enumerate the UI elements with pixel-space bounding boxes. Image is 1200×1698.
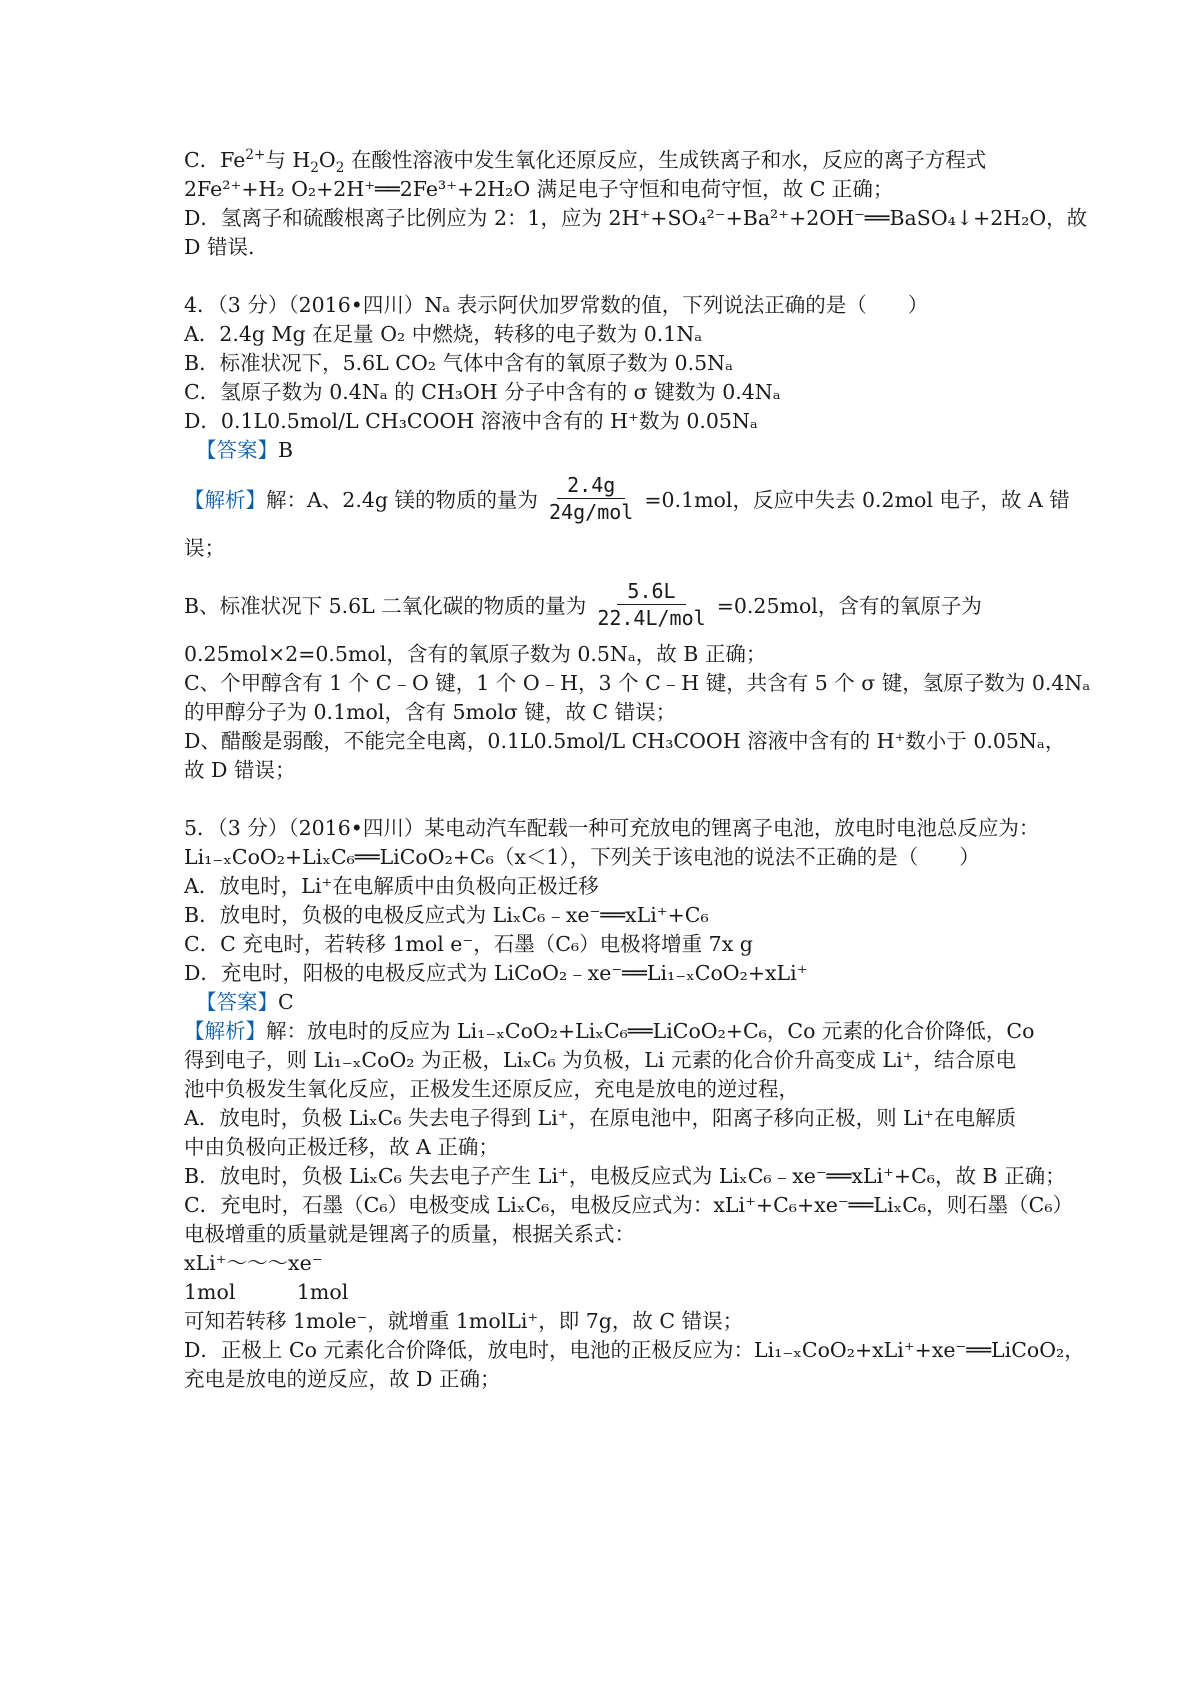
- q3-c-sub: 2: [310, 160, 319, 177]
- q5-analysis-text: 解：放电时的反应为 Li₁₋ₓCoO₂+LiₓC₆══LiCoO₂+C₆，Co 元素的化合价降低，Co: [266, 1019, 1035, 1043]
- q5-option-a: A．放电时，Li⁺在电解质中由负极向正极迁移: [184, 874, 599, 898]
- q4-option-a: A．2.4g Mg 在足量 O₂ 中燃烧，转移的电子数为 0.1Nₐ: [184, 322, 703, 346]
- q5-option-d: D．充电时，阳极的电极反应式为 LiCoO₂﹣xe⁻══Li₁₋ₓCoO₂+xLi⁺: [184, 961, 808, 985]
- q3-option-d-line2: D 错误.: [184, 235, 255, 259]
- q5-analysis-line: B．放电时，负极 LiₓC₆ 失去电子产生 Li⁺，电极反应式为 LiₓC₆﹣xe⁻══xLi⁺+C₆，故 B 正确；: [184, 1164, 1066, 1188]
- q5-analysis-line: 中由负极向正极迁移，故 A 正确；: [184, 1135, 499, 1159]
- q5-stem-line1: 5．（3 分）（2016•四川）某电动汽车配载一种可充放电的锂离子电池，放电时电池总反应为：: [184, 816, 1040, 840]
- q5-analysis-line: 电极增重的质量就是锂离子的质量，根据关系式：: [184, 1222, 635, 1246]
- q5-answer-value: C: [278, 990, 294, 1014]
- fraction-denominator: 22.4L/mol: [597, 605, 706, 630]
- q4-analysis-c-line2: 的甲醇分子为 0.1mol，含有 5molσ 键，故 C 错误；: [184, 700, 677, 724]
- q5-analysis-line: xLi⁺～～～xe⁻: [184, 1251, 323, 1275]
- q4-stem: 4．（3 分）（2016•四川）Nₐ 表示阿伏加罗常数的值，下列说法正确的是（ ）: [184, 293, 929, 317]
- q3-c-text-a: C．Fe: [184, 148, 246, 172]
- q4-analysis-a-line: [184, 465, 1070, 531]
- q4-analysis-b-post: =0.25mol，含有的氧原子为: [716, 594, 982, 618]
- q5-analysis-line: C．充电时，石墨（C₆）电极变成 LiₓC₆，电极反应式为：xLi⁺+C₆+xe⁻══LiₓC₆，则石墨（C₆）: [184, 1193, 1074, 1217]
- q4-analysis-b-line: [184, 571, 1034, 637]
- q5-analysis-tag: 【解析】: [184, 1019, 266, 1043]
- q4-analysis-d-line1: D、醋酸是弱酸，不能完全电离，0.1L0.5mol/L CH₃COOH 溶液中含有的 H⁺数小于 0.05Nₐ，: [184, 729, 1066, 753]
- q4-analysis-a-pre: 解：A、2.4g 镁的物质的量为: [266, 488, 539, 512]
- fraction-denominator: 24g/mol: [549, 499, 634, 524]
- q5-option-b: B．放电时，负极的电极反应式为 LiₓC₆﹣xe⁻══xLi⁺+C₆: [184, 903, 709, 927]
- q5-analysis-line: 可知若转移 1mole⁻，就增重 1molLi⁺，即 7g，故 C 错误；: [184, 1309, 744, 1333]
- fraction-numerator: 5.6L: [617, 579, 685, 605]
- q5-analysis-line: 得到电子，则 Li₁₋ₓCoO₂ 为正极，LiₓC₆ 为负极，Li 元素的化合价升高变成 Li⁺，结合原电: [184, 1048, 1016, 1072]
- q5-analysis-line: 池中负极发生氧化反应，正极发生还原反应，充电是放电的逆过程，: [184, 1077, 799, 1101]
- q3-c-text-b: 与 H: [265, 148, 311, 172]
- q4-answer-line: [184, 436, 1034, 465]
- q4-fraction-co2: [587, 579, 715, 630]
- q3-option-c-line2: 2Fe²⁺+H₂ O₂+2H⁺══2Fe³⁺+2H₂O 满足电子守恒和电荷守恒，故 C 正确；: [184, 177, 894, 201]
- spacer: [184, 785, 1034, 814]
- q4-answer-tag: 【答案】: [196, 438, 278, 462]
- q4-option-c: C．氢原子数为 0.4Nₐ 的 CH₃OH 分子中含有的 σ 键数为 0.4Nₐ: [184, 380, 781, 404]
- q5-answer-line: [184, 988, 1034, 1017]
- q4-analysis-d-line2: 故 D 错误；: [184, 758, 296, 782]
- q4-option-d: D．0.1L0.5mol/L CH₃COOH 溶液中含有的 H⁺数为 0.05Nₐ: [184, 409, 758, 433]
- spacer: [184, 262, 1034, 291]
- q5-analysis-line: D．正极上 Co 元素化合价降低，放电时，电池的正极反应为：Li₁₋ₓCoO₂+xLi⁺+xe⁻══LiCoO₂，: [184, 1338, 1085, 1362]
- q4-analysis-a-post: =0.1mol，反应中失去 0.2mol 电子，故 A 错: [644, 488, 1070, 512]
- q5-analysis-line: 1mol 1mol: [184, 1280, 349, 1304]
- q3-c-sub2: 2: [335, 160, 345, 177]
- q5-analysis-line: 充电是放电的逆反应，故 D 正确；: [184, 1367, 501, 1391]
- q5-stem-line2: Li₁₋ₓCoO₂+LiₓC₆══LiCoO₂+C₆（x＜1），下列关于该电池的说法不正确的是（ ）: [184, 845, 980, 869]
- q5-analysis-line: A．放电时，负极 LiₓC₆ 失去电子得到 Li⁺，在原电池中，阳离子移向正极，则 Li⁺在电解质: [184, 1106, 1017, 1130]
- q5-option-c: C．C 充电时，若转移 1mol e⁻，石墨（C₆）电极将增重 7x g: [184, 932, 753, 956]
- q3-c-text-c: O: [318, 148, 336, 172]
- q3-option-c-line1: [184, 146, 1034, 175]
- q4-analysis-b-tail: 0.25mol×2=0.5mol，含有的氧原子数为 0.5Nₐ，故 B 正确；: [184, 642, 767, 666]
- q4-analysis-c-line1: C、个甲醇含有 1 个 C﹣O 键，1 个 O﹣H，3 个 C﹣H 键，共含有 5 个 σ 键，氢原子数为 0.4Nₐ: [184, 671, 1091, 695]
- q5-analysis-first: [184, 1017, 1034, 1046]
- q5-answer-tag: 【答案】: [196, 990, 278, 1014]
- fraction-numerator: 2.4g: [557, 473, 625, 499]
- q4-analysis-a-tail: 误；: [184, 536, 225, 560]
- q4-analysis-b-pre: B、标准状况下 5.6L 二氧化碳的物质的量为: [184, 594, 587, 618]
- q3-c-sup: 2+: [245, 147, 266, 164]
- q4-fraction-mg: [539, 473, 643, 524]
- q4-analysis-tag: 【解析】: [184, 488, 266, 512]
- page-content: [184, 146, 1091, 1394]
- q3-option-d-line1: D．氢离子和硫酸根离子比例应为 2：1，应为 2H⁺+SO₄²⁻+Ba²⁺+2OH⁻══BaSO₄↓+2H₂O，故: [184, 206, 1088, 230]
- q4-answer-value: B: [278, 438, 294, 462]
- q3-c-text-d: 在酸性溶液中发生氧化还原反应，生成铁离子和水，反应的离子方程式: [344, 148, 987, 172]
- q4-option-b: B．标准状况下，5.6L CO₂ 气体中含有的氧原子数为 0.5Nₐ: [184, 351, 733, 375]
